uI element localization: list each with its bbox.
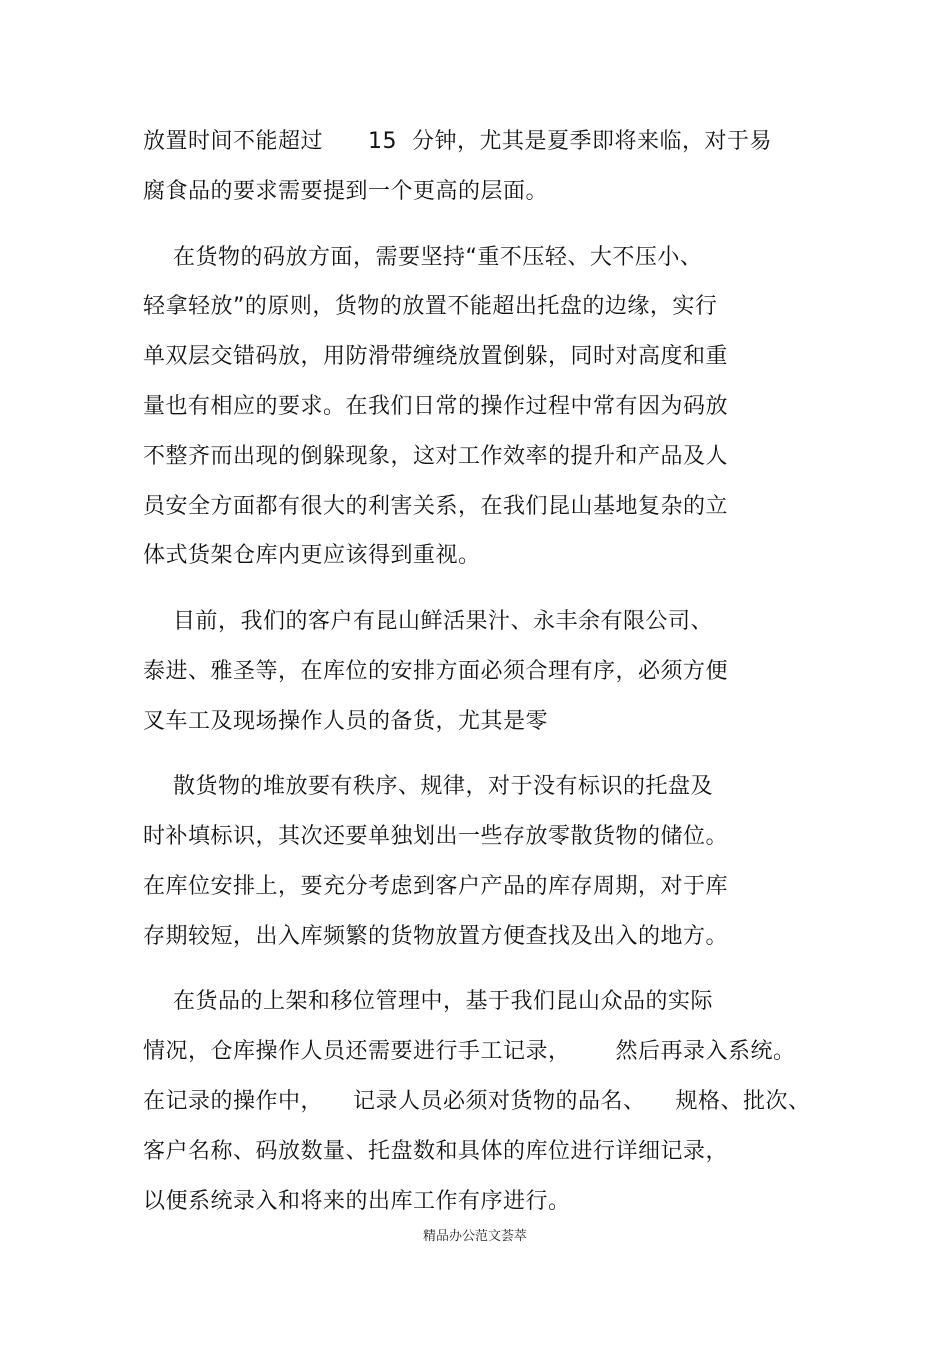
page-footer: 精品办公范文荟萃 xyxy=(422,1229,527,1244)
paragraph-2-line-2: 轻拿轻放”的原则，货物的放置不能超出托盘的边缘，实行 xyxy=(143,294,718,319)
paragraph-2-line-3: 单双层交错码放，用防滑带缠绕放置倒躲，同时对高度和重 xyxy=(143,344,729,369)
paragraph-2-line-7: 体式货架仓库内更应该得到重视。 xyxy=(143,543,481,568)
paragraph-1-line-1: 放置时间不能超过 15 分钟，尤其是夏季即将来临，对于易 xyxy=(143,129,772,154)
paragraph-3-line-3: 叉车工及现场操作人员的备货，尤其是零 xyxy=(143,709,549,734)
paragraph-2-line-1: 在货物的码放方面，需要坚持“重不压轻、大不压小、 xyxy=(143,245,703,270)
paragraph-4-line-4: 存期较短，出入库频繁的货物放置方便查找及出入的地方。 xyxy=(143,924,729,949)
paragraph-2-line-4: 量也有相应的要求。在我们日常的操作过程中常有因为码放 xyxy=(143,394,729,419)
paragraph-4-line-1: 散货物的堆放要有秩序、规律，对于没有标识的托盘及 xyxy=(143,774,713,799)
paragraph-3-line-1: 目前，我们的客户有昆山鲜活果汁、永丰余有限公司、 xyxy=(143,609,713,634)
paragraph-4-line-3: 在库位安排上，要充分考虑到客户产品的库存周期，对于库 xyxy=(143,874,729,899)
paragraph-2-line-5: 不整齐而出现的倒躲现象，这对工作效率的提升和产品及人 xyxy=(143,444,729,469)
paragraph-5-line-1: 在货品的上架和移位管理中，基于我们昆山众品的实际 xyxy=(143,989,713,1014)
paragraph-5-line-5: 以便系统录入和将来的出库工作有序进行。 xyxy=(143,1189,571,1214)
paragraph-4-line-2: 时补填标识，其次还要单独划出一些存放零散货物的储位。 xyxy=(143,824,729,849)
paragraph-5-line-4: 客户名称、码放数量、托盘数和具体的库位进行详细记录， xyxy=(143,1139,729,1164)
paragraph-5-line-2: 情况，仓库操作人员还需要进行手工记录， 然后再录入系统。 xyxy=(143,1039,796,1064)
paragraph-5-line-3: 在记录的操作中， 记录人员必须对货物的品名、 规格、批次、 xyxy=(143,1089,811,1114)
paragraph-3-line-2: 泰进、雅圣等，在库位的安排方面必须合理有序，必须方便 xyxy=(143,659,729,684)
paragraph-1-line-2: 腐食品的要求需要提到一个更高的层面。 xyxy=(143,179,549,204)
paragraph-2-line-6: 员安全方面都有很大的利害关系，在我们昆山基地复杂的立 xyxy=(143,494,729,519)
